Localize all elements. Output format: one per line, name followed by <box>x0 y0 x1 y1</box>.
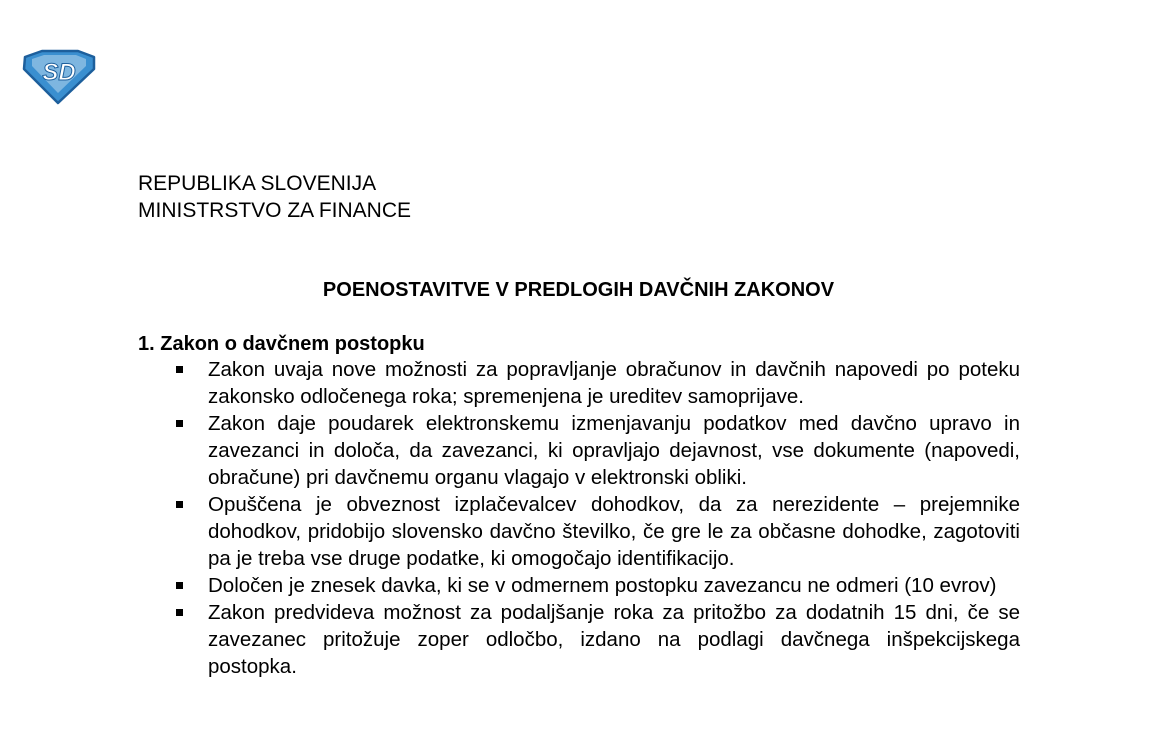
header-ministry: MINISTRSTVO ZA FINANCE <box>138 199 412 222</box>
document-header <box>138 170 411 224</box>
sd-logo-icon <box>22 49 96 105</box>
logo <box>22 49 96 105</box>
square-bullet-icon <box>176 420 183 427</box>
bullet-list <box>138 356 1020 680</box>
section-heading: 1. Zakon o davčnem postopku <box>138 333 425 355</box>
square-bullet-icon <box>176 609 183 616</box>
list-item-text: Zakon uvaja nove možnosti za popravljanje obračunov in davčnih napovedi po poteku zakonsko odločenega roka; spremenjena je ureditev samoprijave. <box>208 358 1020 408</box>
list-item-text: Zakon predvideva možnost za podaljšanje roka za pritožbo za dodatnih 15 dni, če se zavezanec pritožuje zoper odločbo, izdano na podlagi davčnega inšpekcijskega postopka. <box>208 601 1020 678</box>
list-item-text: Določen je znesek davka, ki se v odmernem postopku zavezancu ne odmeri (10 evrov) <box>208 574 997 597</box>
list-item <box>138 410 1020 491</box>
list-item <box>138 491 1020 572</box>
square-bullet-icon <box>176 366 183 373</box>
list-item <box>138 356 1020 410</box>
logo-lettering: SD <box>42 59 76 86</box>
list-item-text: Zakon daje poudarek elektronskemu izmenjavanju podatkov med davčno upravo in zavezanci in določa, da zavezanci, ki opravljajo dejavnost, vse dokumente (napovedi, obračune) pri davčnemu organu vlagajo v elektronski obliki. <box>208 412 1020 489</box>
list-item <box>138 599 1020 680</box>
square-bullet-icon <box>176 501 183 508</box>
square-bullet-icon <box>176 582 183 589</box>
list-item-text: Opuščena je obveznost izplačevalcev dohodkov, da za nerezidente – prejemnike dohodkov, pridobijo slovensko davčno številko, če gre le za občasne dohodke, zagotoviti pa je treba vse druge podatke, ki omogočajo identifikacijo. <box>208 493 1020 570</box>
list-item <box>138 572 1020 599</box>
header-country: REPUBLIKA SLOVENIJA <box>138 172 377 195</box>
document-title: POENOSTAVITVE V PREDLOGIH DAVČNIH ZAKONOV <box>322 279 835 301</box>
